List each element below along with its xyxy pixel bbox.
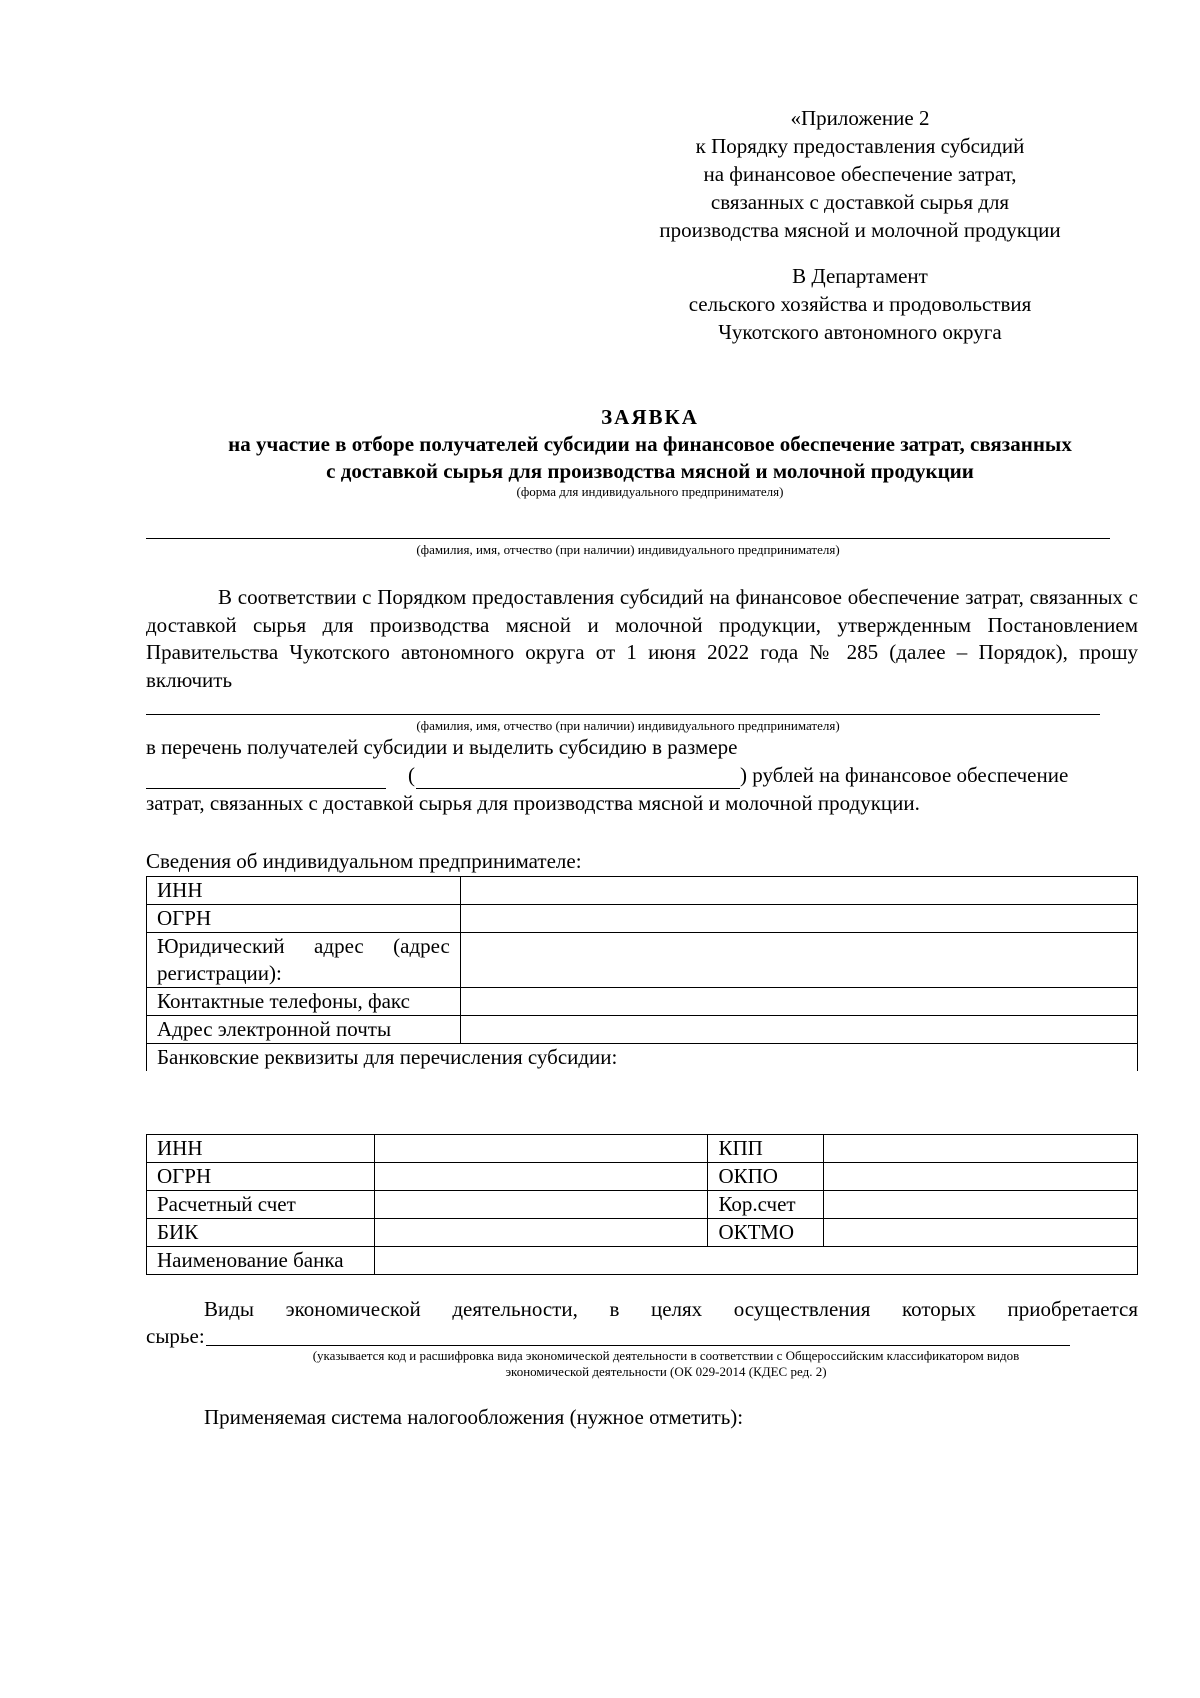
appendix-line: «Приложение 2 [790,106,930,130]
document-title [140,404,1160,485]
request-line-3: затрат, связанных с доставкой сырья для производства мясной и молочной продукции. [146,791,920,815]
ip-info-table [146,876,1138,1071]
amount-digits-field[interactable] [146,788,386,789]
okpo-cell[interactable] [824,1163,1138,1191]
fio-caption-2: (фамилия, имя, отчество (при наличии) индивидуального предпринимателя) [416,718,840,733]
table-row [147,877,1138,905]
table-row [147,1247,1138,1275]
bank-details-table [146,1134,1138,1275]
oktmo-cell[interactable] [824,1219,1138,1247]
table-row [147,1044,1138,1072]
title-main: ЗАЯВКА [601,405,699,429]
account-cell[interactable] [374,1191,708,1219]
activity-input-line[interactable] [206,1345,1070,1346]
table-row [147,1016,1138,1044]
activity-note [206,1348,1126,1380]
bank-inn-cell[interactable] [374,1135,708,1163]
intro-paragraph: В соответствии с Порядком предоставления субсидий на финансовое обеспечение затрат, связанных с доставкой сырья для производства мясной и молочной продукции, утвержденным Постановлением Правительства Чукотского автономного округа от 1 июня 2022 года № 285 (далее – Порядок), прошу включить [146,585,1138,692]
addressee-line: Чукотского автономного округа [718,320,1002,344]
corr-account-cell[interactable] [824,1191,1138,1219]
row-label: ОКПО [708,1163,824,1191]
bank-ogrn-cell[interactable] [374,1163,708,1191]
table-row [147,933,1138,988]
row-label: Адрес электронной почты [147,1016,461,1044]
fio-input-line[interactable] [146,538,1110,539]
amount-words-field[interactable] [416,788,740,789]
title-line-2: с доставкой сырья для производства мясной и молочной продукции [326,459,974,483]
bank-heading: Банковские реквизиты для перечисления субсидии: [147,1044,1138,1072]
activity-syrye: сырье: [146,1324,205,1348]
row-label: Расчетный счет [147,1191,375,1219]
fio-caption: (фамилия, имя, отчество (при наличии) индивидуального предпринимателя) [416,542,840,557]
table-row [147,1135,1138,1163]
form-note: (форма для индивидуального предпринимателя) [516,484,784,499]
appendix-line: на финансовое обеспечение затрат, [703,162,1017,186]
open-paren: ( [408,763,415,787]
table-row [147,1163,1138,1191]
addressee-line: сельского хозяйства и продовольствия [688,292,1032,316]
row-label: КПП [708,1135,824,1163]
appendix-line: к Порядку предоставления субсидий [695,134,1025,158]
ogrn-value-cell[interactable] [460,905,1137,933]
phone-value-cell[interactable] [460,988,1137,1016]
table-row [147,905,1138,933]
row-label: Контактные телефоны, факс [147,988,461,1016]
email-value-cell[interactable] [460,1016,1137,1044]
bank-name-cell[interactable] [374,1247,1137,1275]
activity-text: Виды экономической деятельности, в целях осуществления которых приобретается [204,1297,1138,1321]
addressee-line: В Департамент [792,264,928,288]
row-label: ОКТМО [708,1219,824,1247]
row-label: Юридический адрес (адрес регистрации): [147,933,461,988]
inn-value-cell[interactable] [460,877,1137,905]
tax-system-text: Применяемая система налогообложения (нужное отметить): [204,1405,744,1429]
addressee-block [600,262,1120,346]
appendix-line: связанных с доставкой сырья для [710,190,1010,214]
table-row [147,1219,1138,1247]
activity-note-line: (указывается код и расшифровка вида экономической деятельности в соответствии с Общероссийским классификатором видов [312,1348,1020,1363]
table-row [147,1191,1138,1219]
row-label: Кор.счет [708,1191,824,1219]
kpp-cell[interactable] [824,1135,1138,1163]
fio-input-line-2[interactable] [146,714,1100,715]
row-label: ОГРН [147,905,461,933]
rubles-text: ) рублей на финансовое обеспечение [740,763,1069,787]
row-label: Наименование банка [147,1247,375,1275]
title-line-1: на участие в отборе получателей субсидии на финансовое обеспечение затрат, связанных [228,432,1072,456]
table-row [147,988,1138,1016]
bik-cell[interactable] [374,1219,708,1247]
appendix-header [600,104,1120,244]
activity-note-line: экономической деятельности (ОК 029-2014 (КДЕС ред. 2) [505,1364,827,1379]
appendix-line: производства мясной и молочной продукции [659,218,1061,242]
request-line-1: в перечень получателей субсидии и выделить субсидию в размере [146,735,738,759]
row-label: ИНН [147,1135,375,1163]
row-label: ОГРН [147,1163,375,1191]
ip-info-heading: Сведения об индивидуальном предпринимателе: [146,849,582,873]
address-value-cell[interactable] [460,933,1137,988]
row-label: БИК [147,1219,375,1247]
row-label: ИНН [147,877,461,905]
